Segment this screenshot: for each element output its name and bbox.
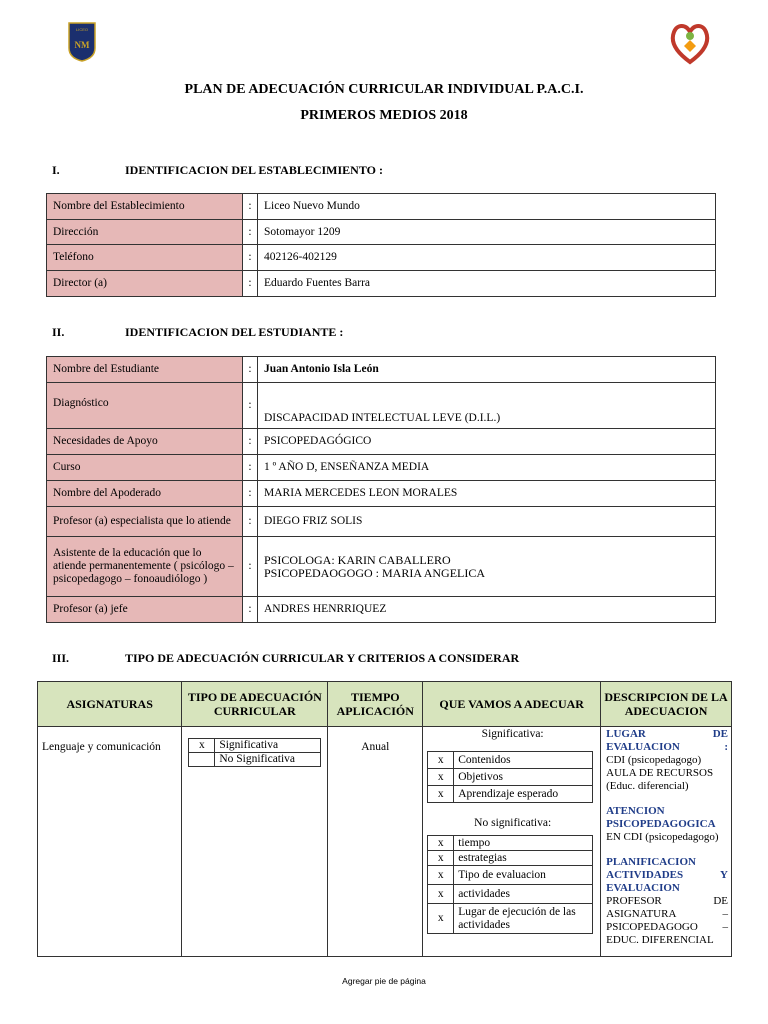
no-significativa-list — [427, 835, 593, 934]
student-name: Juan Antonio Isla León — [258, 357, 716, 383]
table-row — [47, 507, 716, 537]
row-label: Profesor (a) especialista que lo atiende — [47, 507, 243, 537]
lugar-heading: LUGAR DE EVALUACION : — [606, 728, 728, 753]
row-value — [258, 537, 716, 597]
assistant-line-2: PSICOPEDAOGOGO : MARIA ANGELICA — [264, 565, 486, 580]
list-item — [428, 904, 593, 934]
section-3-number: III. — [52, 651, 70, 665]
heart-hands-logo — [668, 18, 712, 66]
row-value: Eduardo Fuentes Barra — [258, 271, 716, 297]
row-value: Sotomayor 1209 — [258, 220, 716, 245]
svg-text:LICEO: LICEO — [75, 27, 89, 32]
planificacion-heading: PLANIFICACION ACTIVIDADES Y EVALUACION — [606, 856, 728, 894]
section-1-title: IDENTIFICACION DEL ESTABLECIMIENTO : — [125, 163, 383, 177]
item-label: tiempo — [454, 836, 593, 851]
student-table — [46, 356, 716, 623]
header-descripcion: DESCRIPCION DE LA ADECUACION — [601, 682, 732, 727]
row-separator: : — [243, 455, 258, 481]
table-row — [47, 383, 716, 429]
establishment-table — [46, 193, 716, 297]
row-value: DISCAPACIDAD INTELECTUAL LEVE (D.I.L.) — [258, 383, 716, 429]
checkmark: x — [428, 851, 454, 866]
significativa-title: Significativa: — [481, 728, 544, 740]
lugar-line-3: (Educ. diferencial) — [606, 780, 689, 792]
item-label: Lugar de ejecución de las actividades — [454, 904, 593, 934]
row-value: 1 º AÑO D, ENSEÑANZA MEDIA — [258, 455, 716, 481]
lugar-line-1: CDI (psicopedagogo) — [606, 754, 702, 766]
row-value: ANDRES HENRRIQUEZ — [258, 597, 716, 623]
table-row — [47, 481, 716, 507]
tipo-options — [188, 738, 321, 767]
significativa-list — [427, 751, 593, 803]
table-row — [47, 455, 716, 481]
header-asignaturas: ASIGNATURAS — [38, 682, 182, 727]
row-separator: : — [243, 271, 258, 297]
row-label: Nombre del Estudiante — [47, 357, 243, 383]
list-item — [428, 752, 593, 769]
header-tipo: TIPO DE ADECUACIÓN CURRICULAR — [182, 682, 328, 727]
row-value: Liceo Nuevo Mundo — [258, 194, 716, 220]
table-row — [47, 537, 716, 597]
lugar-line-2: AULA DE RECURSOS — [606, 767, 714, 779]
item-label: Contenidos — [454, 752, 593, 769]
checkmark: x — [428, 866, 454, 885]
row-separator: : — [243, 245, 258, 271]
row-separator: : — [243, 537, 258, 597]
descripcion-cell — [601, 727, 732, 957]
checkmark — [189, 753, 215, 767]
asignatura-cell: Lenguaje y comunicación — [38, 727, 182, 957]
row-label: Director (a) — [47, 271, 243, 297]
row-label: Necesidades de Apoyo — [47, 429, 243, 455]
list-item — [428, 836, 593, 851]
row-value: DIEGO FRIZ SOLIS — [258, 507, 716, 537]
row-label: Dirección — [47, 220, 243, 245]
checkmark: x — [428, 786, 454, 803]
row-separator: : — [243, 357, 258, 383]
svg-text:NM: NM — [74, 40, 90, 50]
table-row — [38, 727, 732, 957]
section-2-title: IDENTIFICACION DEL ESTUDIANTE : — [125, 325, 344, 339]
item-label: Aprendizaje esperado — [454, 786, 593, 803]
item-label: estrategias — [454, 851, 593, 866]
table-row — [47, 194, 716, 220]
header-que-adecuar: QUE VAMOS A ADECUAR — [423, 682, 601, 727]
option-label: Significativa — [215, 739, 321, 753]
que-adecuar-cell — [423, 727, 601, 957]
table-row — [47, 271, 716, 297]
checkmark: x — [428, 885, 454, 904]
list-item — [428, 786, 593, 803]
section-2-number: II. — [52, 325, 65, 339]
table-row — [47, 429, 716, 455]
item-label: Objetivos — [454, 769, 593, 786]
atencion-heading: ATENCION PSICOPEDAGOGICA — [606, 805, 716, 830]
row-label: Nombre del Establecimiento — [47, 194, 243, 220]
row-separator: : — [243, 481, 258, 507]
checkmark: x — [428, 836, 454, 851]
school-logo — [68, 22, 96, 62]
row-separator: : — [243, 383, 258, 429]
list-item — [428, 866, 593, 885]
header-tiempo: TIEMPO APLICACIÓN — [328, 682, 423, 727]
section-1-number: I. — [52, 163, 60, 177]
row-separator: : — [243, 429, 258, 455]
row-value: PSICOPEDAGÓGICO — [258, 429, 716, 455]
table-row — [47, 220, 716, 245]
atencion-body: EN CDI (psicopedagogo) — [606, 831, 719, 843]
adaptation-table — [37, 681, 732, 957]
row-label: Nombre del Apoderado — [47, 481, 243, 507]
item-label: Tipo de evaluacion — [454, 866, 593, 885]
tiempo-cell: Anual — [328, 727, 423, 957]
item-label: actividades — [454, 885, 593, 904]
row-separator: : — [243, 597, 258, 623]
planificacion-body: PROFESOR DE ASIGNATURA – PSICOPEDAGOGO – EDUC. DIFERENCIAL — [606, 895, 728, 946]
list-item — [428, 885, 593, 904]
document-title: PLAN DE ADECUACIÓN CURRICULAR INDIVIDUAL P.A.C.I. — [184, 82, 584, 97]
table-row — [47, 597, 716, 623]
table-row — [47, 245, 716, 271]
list-item — [428, 769, 593, 786]
row-label: Profesor (a) jefe — [47, 597, 243, 623]
row-label: Asistente de la educación que lo atiende permanentemente ( psicólogo – psicopedagogo – fonoaudiólogo ) — [47, 537, 243, 597]
no-significativa-title: No significativa: — [474, 817, 552, 829]
row-separator: : — [243, 194, 258, 220]
row-value: 402126-402129 — [258, 245, 716, 271]
section-3-title: TIPO DE ADECUACIÓN CURRICULAR Y CRITERIOS A CONSIDERAR — [125, 651, 520, 665]
table-header-row — [38, 682, 732, 727]
list-item — [189, 753, 321, 767]
checkmark: x — [428, 904, 454, 934]
checkmark: x — [189, 739, 215, 753]
option-label: No Significativa — [215, 753, 321, 767]
checkmark: x — [428, 769, 454, 786]
row-label: Diagnóstico — [47, 383, 243, 429]
list-item — [189, 739, 321, 753]
row-value: MARIA MERCEDES LEON MORALES — [258, 481, 716, 507]
row-label: Curso — [47, 455, 243, 481]
tipo-cell — [182, 727, 328, 957]
table-row — [47, 357, 716, 383]
row-label: Teléfono — [47, 245, 243, 271]
page-footer: Agregar pie de página — [342, 976, 426, 986]
checkmark: x — [428, 752, 454, 769]
assistant-line-1: PSICOLOGA: KARIN CABALLERO — [264, 552, 451, 567]
row-separator: : — [243, 220, 258, 245]
list-item — [428, 851, 593, 866]
row-separator: : — [243, 507, 258, 537]
document-subtitle: PRIMEROS MEDIOS 2018 — [300, 108, 468, 123]
